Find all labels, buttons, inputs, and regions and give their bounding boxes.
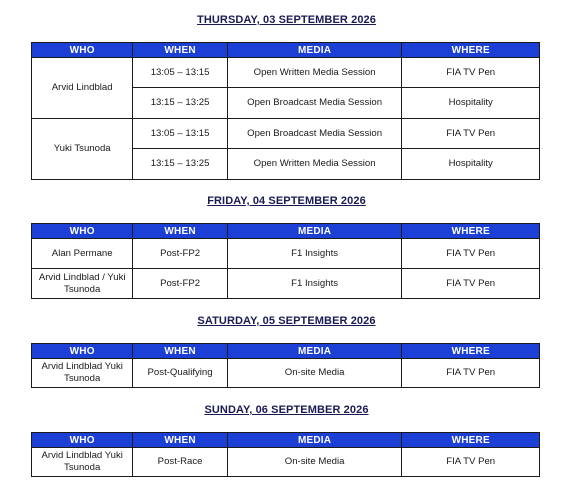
table-row xyxy=(32,359,540,388)
header-who: WHO xyxy=(32,433,133,448)
day-title-saturday: SATURDAY, 05 SEPTEMBER 2026 xyxy=(197,315,376,327)
day-title-friday: FRIDAY, 04 SEPTEMBER 2026 xyxy=(207,195,366,207)
cell-who: Yuki Tsunoda xyxy=(32,119,133,180)
cell-media: Open Written Media Session xyxy=(227,58,402,88)
header-who: WHO xyxy=(32,344,133,359)
cell-who: Alan Permane xyxy=(32,239,133,269)
header-media: MEDIA xyxy=(227,433,402,448)
cell-media: F1 Insights xyxy=(227,239,402,269)
header-where: WHERE xyxy=(402,344,540,359)
header-when: WHEN xyxy=(133,224,227,239)
schedule-table-thursday xyxy=(31,42,540,180)
schedule-table-friday xyxy=(31,223,540,299)
schedule-table-sunday xyxy=(31,432,540,477)
cell-when: 13:05 – 13:15 xyxy=(133,119,227,149)
cell-where: FIA TV Pen xyxy=(402,359,540,388)
schedule-table-saturday xyxy=(31,343,540,388)
header-who: WHO xyxy=(32,43,133,58)
table-header-row xyxy=(32,344,540,359)
header-media: MEDIA xyxy=(227,43,402,58)
table-header-row xyxy=(32,43,540,58)
cell-who: Arvid Lindblad Yuki Tsunoda xyxy=(32,448,133,477)
cell-when: 13:15 – 13:25 xyxy=(133,88,227,119)
header-where: WHERE xyxy=(402,43,540,58)
table-header-row xyxy=(32,224,540,239)
cell-media: Open Broadcast Media Session xyxy=(227,88,402,119)
header-where: WHERE xyxy=(402,224,540,239)
day-title-sunday: SUNDAY, 06 SEPTEMBER 2026 xyxy=(204,404,369,416)
cell-when: 13:05 – 13:15 xyxy=(133,58,227,88)
cell-where: FIA TV Pen xyxy=(402,58,540,88)
table-row xyxy=(32,269,540,299)
cell-who: Arvid Lindblad / Yuki Tsunoda xyxy=(32,269,133,299)
cell-where: FIA TV Pen xyxy=(402,239,540,269)
cell-media: Open Written Media Session xyxy=(227,149,402,180)
cell-media: Open Broadcast Media Session xyxy=(227,119,402,149)
cell-when: Post-FP2 xyxy=(133,269,227,299)
table-row xyxy=(32,58,540,88)
cell-where: Hospitality xyxy=(402,88,540,119)
cell-when: 13:15 – 13:25 xyxy=(133,149,227,180)
cell-who: Arvid Lindblad Yuki Tsunoda xyxy=(32,359,133,388)
cell-when: Post-Race xyxy=(133,448,227,477)
header-where: WHERE xyxy=(402,433,540,448)
header-when: WHEN xyxy=(133,43,227,58)
cell-where: FIA TV Pen xyxy=(402,119,540,149)
cell-where: FIA TV Pen xyxy=(402,269,540,299)
cell-media: On-site Media xyxy=(227,448,402,477)
table-header-row xyxy=(32,433,540,448)
header-media: MEDIA xyxy=(227,344,402,359)
cell-media: On-site Media xyxy=(227,359,402,388)
table-row xyxy=(32,119,540,149)
header-media: MEDIA xyxy=(227,224,402,239)
header-who: WHO xyxy=(32,224,133,239)
table-row xyxy=(32,448,540,477)
cell-when: Post-FP2 xyxy=(133,239,227,269)
cell-where: FIA TV Pen xyxy=(402,448,540,477)
cell-where: Hospitality xyxy=(402,149,540,180)
table-row xyxy=(32,239,540,269)
cell-media: F1 Insights xyxy=(227,269,402,299)
cell-when: Post-Qualifying xyxy=(133,359,227,388)
day-title-thursday: THURSDAY, 03 SEPTEMBER 2026 xyxy=(197,14,376,26)
header-when: WHEN xyxy=(133,433,227,448)
header-when: WHEN xyxy=(133,344,227,359)
cell-who: Arvid Lindblad xyxy=(32,58,133,119)
